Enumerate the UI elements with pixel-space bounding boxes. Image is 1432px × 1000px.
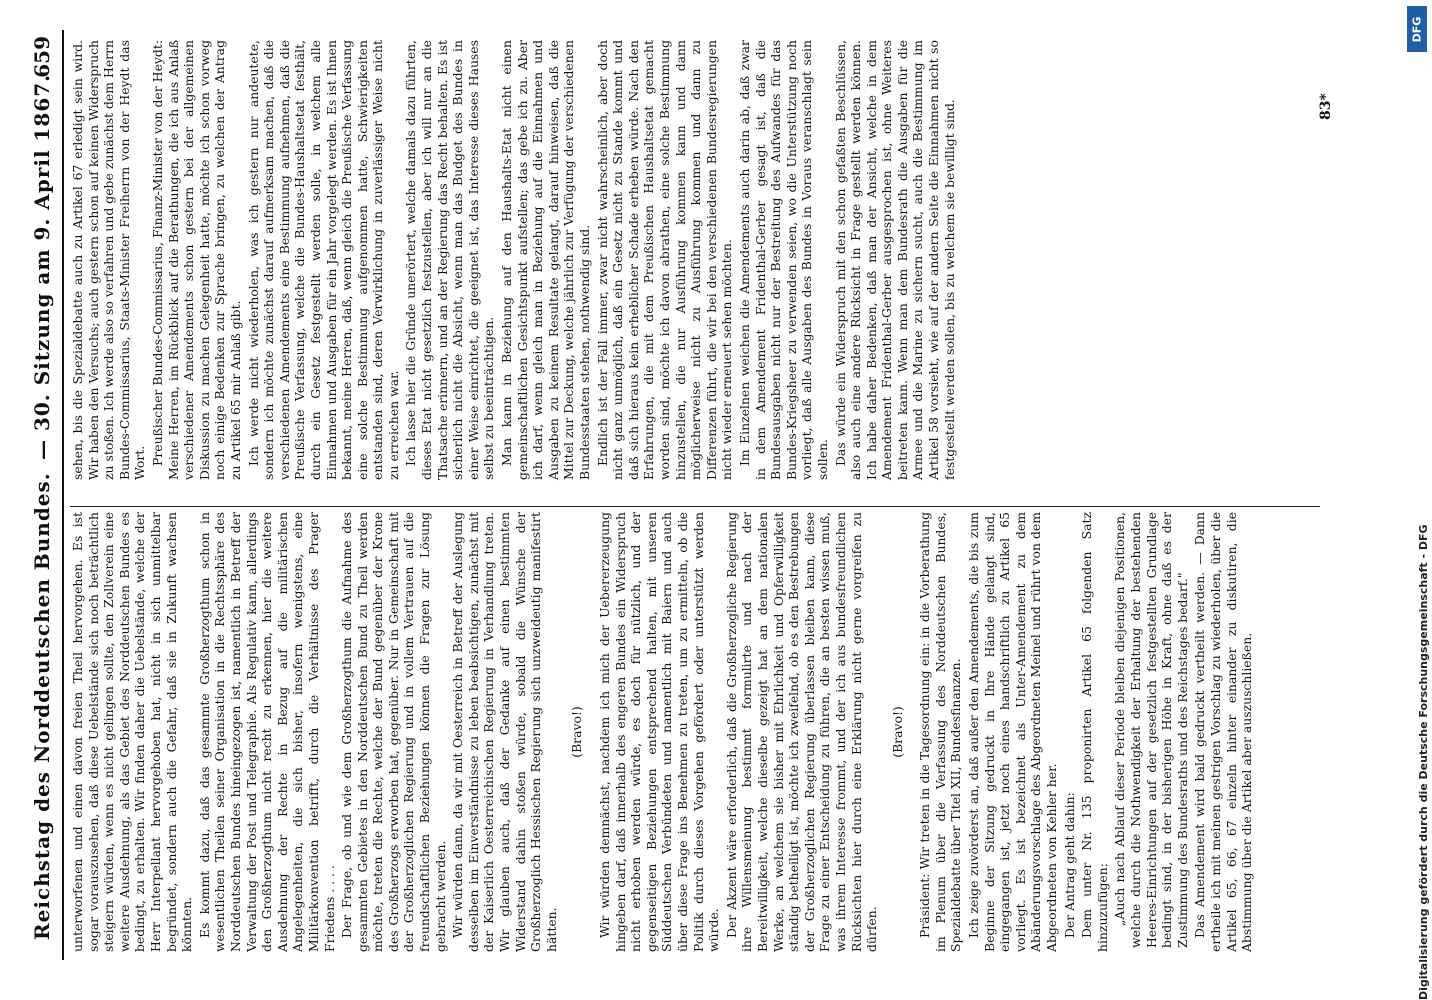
- column-divider: [70, 506, 1320, 507]
- paragraph: Das Amendement wird bald gedruckt vertheilt werden. — Dann ertheile ich mit meinen gestrigen Vorschlag zu wiederholen, über die Artikel 65, 66, 67 einzeln hinter einander zu diskutiren, die Abstimmung über die Artikel aber auszuschließen.: [1192, 512, 1255, 952]
- president-paragraph: Präsident: Wir treten in die Tagesordnung ein: in die Vorberathung im Plenum über die Verfassung des Norddeutschen Bundes, Spezialdebatte über Titel XII, Bundesfinanzen.: [917, 512, 964, 952]
- paragraph: Ich lasse hier die Gründe unerörtert, welche damals dazu führten, dieses Etat nicht gesetzlich festzustellen, aber ich will nur an die Thatsache erinnern, und an der Regierung das Recht behalten. Es ist sicherlich nicht die Absicht, wenn man das Budget des Bundes in einer Weise einrichtet, die geeignet ist, das Interesse dieses Hauses selbst zu beeinträchtigen.: [403, 40, 497, 480]
- left-column: [70, 512, 1257, 952]
- signature-mark: 83*: [1318, 93, 1334, 120]
- applause-note: (Bravo!): [569, 706, 585, 758]
- paragraph: Man kann in Beziehung auf den Haushalts-Etat nicht einen gemeinschaftlichen Gesichtspunkt aufstellen; das gebe ich zu. Aber ich darf, wenn gleich man in Beziehung auf die Einnahmen und Ausgaben zu keinem Resultate gelangt, darauf hinweisen, daß die Mittel zur Deckung, welche jährlich zur Verfügung der verschiedenen Bundesstaaten stehen, nothwendig sind.: [499, 40, 592, 480]
- applause-note: (Bravo!): [889, 706, 905, 758]
- dfg-badge-label: DFG: [1410, 16, 1424, 42]
- paragraph: Der Akzent wäre erforderlich, daß die Großherzogliche Regierung ihre Willensmeinung bestimmt formulirte und nach der Bereitwilligkeit, welche dieselbe gezeigt hat an dem nationalen Werke, an welchem sie bisher mit Ehrlichkeit und Opferwilligkeit ständig betheiligt ist, möchte ich zweifelnd, ob es den Bestrebungen der Großherzoglichen Regierung überlassen bleiben kann, diese Frage zu einer Entscheidung zu führen, die an besten wissen muß, was ihrem Interesse frommt, und der ich aus bundesfreundlichen Rücksichten hier durch eine Erklärung nicht gerne vorgreifen zu dürfen.: [723, 512, 880, 952]
- running-title-left: Reichstag des Norddeutschen Bundes.: [30, 472, 54, 940]
- page-number: 659: [30, 36, 54, 78]
- amendment-quote: „Auch nach Ablauf dieser Periode bleiben diejenigen Positionen, welche durch die Nothwendigkeit der Erhaltung der bestehenden Heeres-Einrichtungen auf der gesetzlich festgestellten Grundlage bedingt sind, in der bisherigen Höhe in Kraft, ohne daß es der Zustimmung des Bundesraths und des Reichstages bedarf.": [1112, 512, 1190, 948]
- paragraph: Endlich ist der Fall immer, zwar nicht wahrscheinlich, aber doch nicht ganz unmöglich, daß ein Gesetz nicht zu Stande kommt und daß sich hieraus kein erheblicher Schade erheben würde. Nach den Erfahrungen, die mit dem Preußischen Haushaltsetat gemacht worden sind, möchte ich davon abrathen, eine solche Bestimmung hinzustellen, die nur Ausführung kommen kann und dann möglicherweise nicht zu Ausführung kommen und dann zu Differenzen führt, die wir bei den verschiedenen Bundesregierungen nicht wieder erneuert sehen möchten.: [594, 40, 735, 480]
- running-title-right: — 30. Sitzung am 9. April 1867.: [30, 73, 54, 460]
- right-column: [70, 40, 959, 480]
- paragraph: Ich zeige zuvörderst an, daß außer den Amendements, die bis zum Beginne der Sitzung gedruckt in Ihre Hände gelangt sind, eingegangen ist, jetzt noch eines handschriftlich zu Artikel 65 vorliegt. Es ist bezeichnet als Unter-Amendement zu dem Abänderungsvorschlage des Abgeordneten Meinel und rührt von dem Abgeordneten von Kehler her.: [966, 512, 1060, 952]
- paragraph: Ich werde nicht wiederholen, was ich gestern nur andeutete, sondern ich möchte zunächst darauf aufmerksam machen, daß die verschiedenen Amendements eine Bestimmung aufnehmen, daß die Preußische Verfassung, welche die Bundes-Haushaltsetat festhält, durch ein Gesetz festgestellt werden solle, in welchem alle Einnahmen und Ausgaben für ein Jahr vorgelegt werden. Es ist Ihnen bekannt, meine Herren, daß, wenn gleich die Preußische Verfassung eine solche Bestimmung aufgenommen hatte, Schwierigkeiten entstanden sind, deren Verwirklichung in zuverlässiger Weise nicht zu erreichen war.: [245, 40, 401, 480]
- digitization-sidebar: [1403, 0, 1431, 1000]
- digitization-credit: Digitalisierung gefördert durch die Deutsche Forschungsgemeinschaft - DFG: [1417, 524, 1430, 1000]
- paragraph: unterworfenen und einen davon freien Theil hervorgehen. Es ist sogar vorauszusehen, daß diese Uebelstände sich noch beträchtlich steigern würden, wenn es nicht gelingen sollte, den Zollverein eine weitere Ausdehnung, als das Gebiet des Norddeutschen Bundes es bedingt, zu erhalten. Wir finden daher die Uebelstände, welche der Herr Interpellant hervorgehoben hat, nicht in sich unmittelbar begründet, sondern auch die Gefahr, daß sie in Zukunft wachsen könnten.: [70, 512, 195, 952]
- page-header: [22, 30, 64, 960]
- paragraph: Dem unter Nr. 135 proponirten Artikel 65 folgenden Satz hinzuzufügen:: [1079, 512, 1110, 952]
- paragraph: Wir würden dann, da wir mit Oesterreich in Betreff der Auslegung desselben im Einverständnisse zu leben beabsichtigen, zunächst mit der Kaiserlich Oesterreichischen Regierung in Verhandlung treten. Wir glauben auch, daß der Gedanke auf einen bestimmten Widerstand dahin stoßen würde, sobald die Wünsche der Großherzoglich Hessischen Regierung sich unzweideutig manifestirt hätten.: [450, 512, 559, 952]
- paragraph: Preußischer Bundes-Commissarius, Finanz-Minister von der Heydt: Meine Herren, im Rückblick auf die Berathungen, die ich aus Anlaß verschiedener Amendements schon gestern bei der allgemeinen Diskussion zu machen Gelegenheit hatte, möchte ich schon vorweg noch einige Bedenken zur Sprache bringen, zu welchen der Antrag zu Artikel 65 mir Anlaß gibt.: [149, 40, 243, 480]
- paragraph: Der Frage, ob und wie dem Großherzogthum die Aufnahme des gesammten Gebietes in den Norddeutschen Bund zu Theil werden möchte, treten die Rechte, welche der Bund gegenüber der Krone des Großherzogs erworben hat, gegenüber. Nur in Gemeinschaft mit der Großherzoglichen Regierung und in vollem Vertrauen auf die freundschaftlichen Beziehungen können die Fragen zur Lösung gebracht werden.: [339, 512, 448, 952]
- paragraph: sehen, bis die Spezialdebatte auch zu Artikel 67 erledigt sein wird. Wir haben den Versuchs; auch gestern schon auf keinen Widerspruch zu stoßen. Ich werde also so verfahren und gebe zunächst dem Herrn Bundes-Commissarius, Staats-Minister Freiherrn von der Heydt das Wort.: [70, 40, 148, 480]
- paragraph: Wir würden demnächst, nachdem ich mich der Uebererzeugung hingeben darf, daß innerhalb des engeren Bundes ein Widerspruch nicht erhoben werden würde, es doch für nützlich, und der gegenseitigen Beziehungen entsprechend halten, mit unseren Süddeutschen Verbündeten und namentlich mit Baiern und auch über diese Frage ins Benehmen zu treten, um zu ermitteln, ob die Politik durch dieses Vorgehen gefördert oder unterstützt werden würde.: [597, 512, 722, 952]
- paragraph: Im Einzelnen weichen die Amendements auch darin ab, daß zwar in dem Amendement Fridenthal-Gerber gesagt ist, daß die Bundesausgaben nicht nur der Bestreitung des Aufwandes für das Bundes-Kriegsheer zu verwenden seien, wo die Unterstützung noch vorliegt, daß alle Ausgaben des Bundes in Voraus veranschlagt sein sollen.: [736, 40, 830, 480]
- paragraph: Der Antrag geht dahin:: [1061, 792, 1077, 938]
- paragraph: Das würde ein Widerspruch mit den schon gefaßten Beschlüssen, also auch eine andere Rücksicht in Frage gestellt werden können. Ich habe daher Bedenken, daß man der Ansicht, welche in dem Amendement Fridenthal-Gerber ausgesprochen ist, ohne Weiteres beitreten kann. Wenn man dem Bundesrath die Ausgaben für die Armee und die Marine zu sichern sucht, auch die Bestimmung im Artikel 58 vorsieht, wie auf der andern Seite die Einnahmen nicht so festgestellt werden sollen, bis zu welchem sie bewilligt sind.: [832, 40, 957, 480]
- paragraph: Es kommt dazu, daß das gesammte Großherzogthum schon in wesentlichen Theilen seiner Organisation in die Rechtssphäre des Norddeutschen Bundes hineingezogen ist, namentlich in Betreff der Verwaltung der Post und Telegraphie. Als Regulativ kann, allerdings den Großherzogthum nicht recht zu erkennen, hier die weitere Ausdehnung der Rechte in Bezug auf die militärischen Angelegenheiten, die sich bisher, insofern wenigstens, eine Militärkonvention betrifft, durch die Verhältnisse des Prager Friedens . . . .: [196, 512, 337, 952]
